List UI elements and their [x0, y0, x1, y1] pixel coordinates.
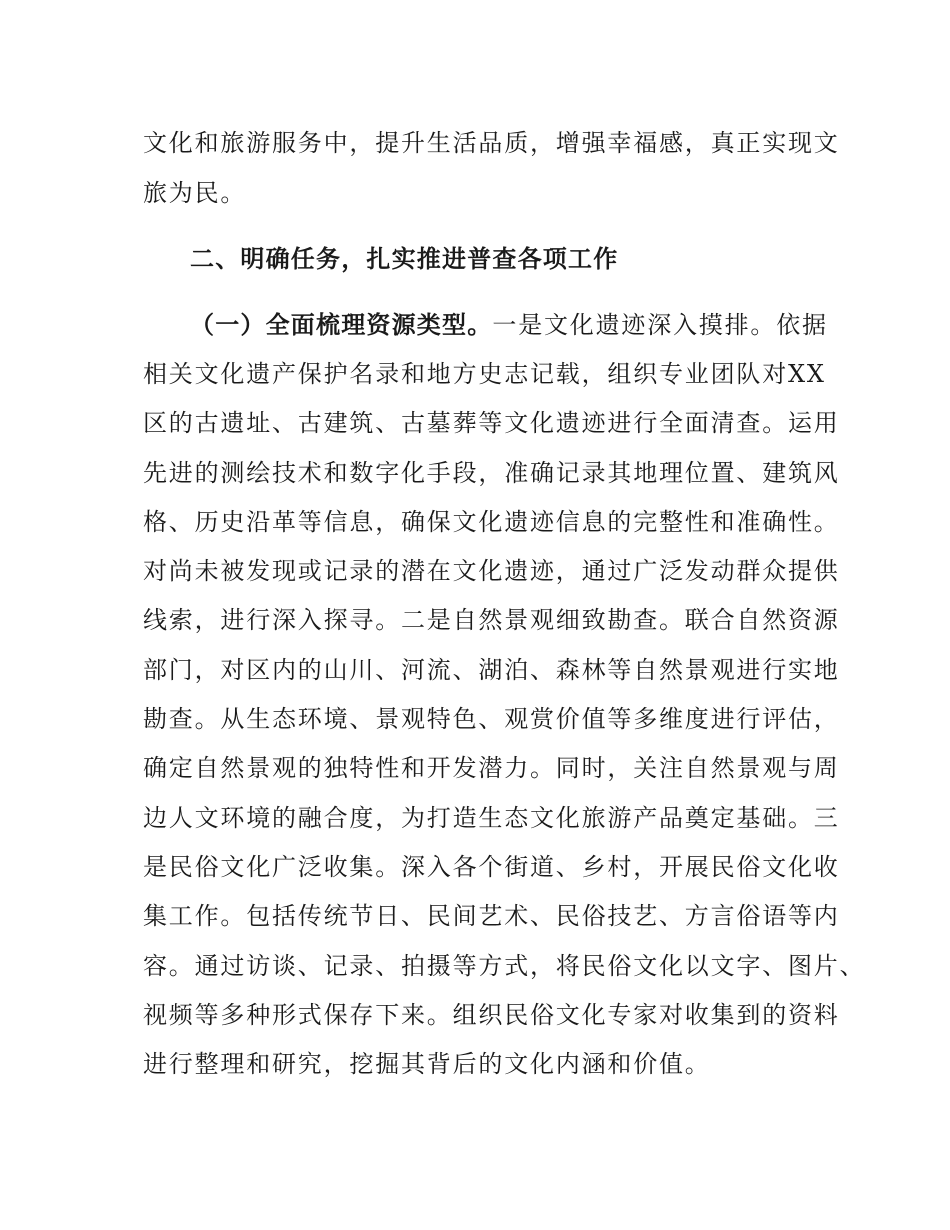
paragraph-line: 格、历史沿革等信息，确保文化遗迹信息的完整性和准确性。: [143, 508, 840, 536]
paragraph-line: 容。通过访谈、记录、拍摄等方式，将民俗文化以文字、图片、: [143, 952, 866, 980]
paragraph-line: 区的古遗址、古建筑、古墓葬等文化遗迹进行全面清查。运用: [143, 409, 840, 437]
paragraph-line: 部门，对区内的山川、河流、湖泊、森林等自然景观进行实地: [143, 656, 840, 684]
subsection-first-line: [190, 309, 828, 341]
paragraph-line: 边人文环境的融合度，为打造生态文化旅游产品奠定基础。三: [143, 804, 840, 832]
paragraph-line: 是民俗文化广泛收集。深入各个街道、乡村，开展民俗文化收: [143, 853, 840, 881]
subsection-title: （一）全面梳理资源类型。: [190, 311, 493, 339]
section-heading: 二、明确任务，扎实推进普查各项工作: [190, 245, 619, 273]
subsection-first-line-text: 一是文化遗迹深入摸排。依据: [492, 311, 828, 339]
paragraph-line: 视频等多种形式保存下来。组织民俗文化专家对收集到的资料: [143, 1001, 840, 1029]
paragraph-line: 勘查。从生态环境、景观特色、观赏价值等多维度进行评估，: [143, 705, 840, 733]
paragraph-line: 确定自然景观的独特性和开发潜力。同时，关注自然景观与周: [143, 754, 840, 782]
paragraph-line: 进行整理和研究，挖掘其背后的文化内涵和价值。: [143, 1050, 711, 1078]
paragraph-line: 对尚未被发现或记录的潜在文化遗迹，通过广泛发动群众提供: [143, 557, 840, 585]
paragraph-line: 旅为民。: [143, 179, 247, 207]
paragraph-line: 先进的测绘技术和数字化手段，准确记录其地理位置、建筑风: [143, 459, 840, 487]
paragraph-line: 线索，进行深入探寻。二是自然景观细致勘查。联合自然资源: [143, 606, 840, 634]
paragraph-line: 集工作。包括传统节日、民间艺术、民俗技艺、方言俗语等内: [143, 902, 840, 930]
paragraph-line: 文化和旅游服务中，提升生活品质，增强幸福感，真正实现文: [143, 129, 840, 157]
paragraph-line: 相关文化遗产保护名录和地方史志记载，组织专业团队对XX: [143, 360, 826, 388]
